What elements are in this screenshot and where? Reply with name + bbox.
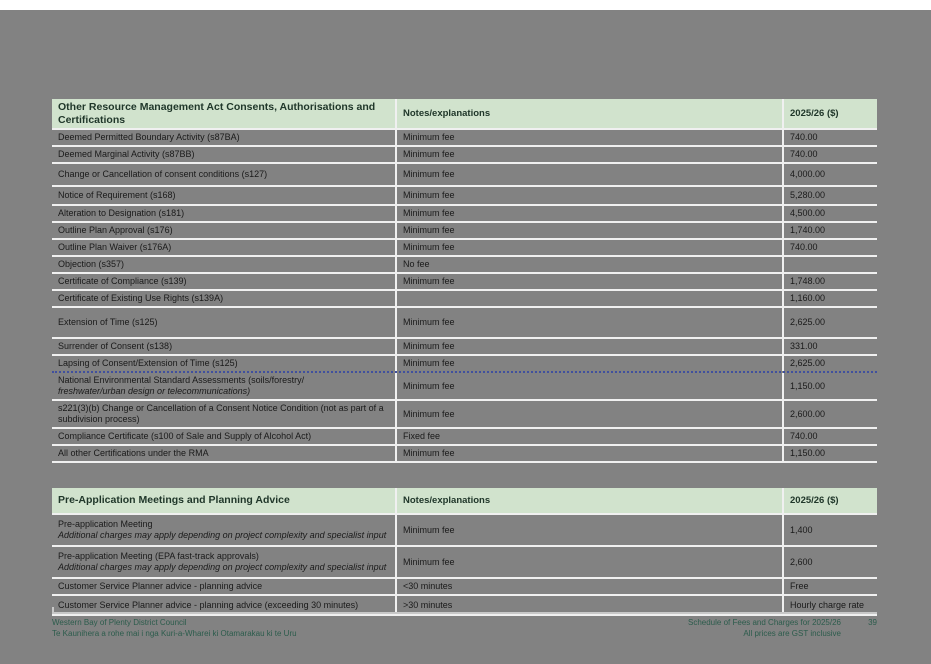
fee-cell: Hourly charge rate: [782, 596, 877, 614]
table-header-row: [52, 99, 877, 130]
fee-cell: 2,625.00: [782, 356, 877, 371]
table-row: [52, 187, 877, 206]
fee-cell: 5,280.00: [782, 187, 877, 204]
item-text: Customer Service Planner advice - planning advice: [58, 581, 263, 591]
fee-cell: Free: [782, 579, 877, 594]
notes-cell: Minimum fee: [395, 147, 782, 162]
item-subtext: Additional charges may apply depending on project complexity and specialist input: [58, 562, 387, 572]
item-cell: [52, 257, 395, 272]
item-cell: [52, 274, 395, 289]
notes-cell: Minimum fee: [395, 223, 782, 238]
notes-cell: Minimum fee: [395, 206, 782, 221]
item-cell: [52, 547, 395, 577]
table-row: [52, 206, 877, 223]
footer-rule: [52, 612, 877, 614]
fee-cell: [782, 257, 877, 272]
footer-gst-note: All prices are GST inclusive: [743, 628, 841, 638]
notes-cell: Minimum fee: [395, 515, 782, 545]
item-text: Pre-application Meeting: [58, 519, 153, 529]
footer-council-block: [52, 618, 297, 639]
notes-cell: Minimum fee: [395, 274, 782, 289]
table-other-rma-consents: [52, 99, 877, 463]
notes-cell: Minimum fee: [395, 547, 782, 577]
item-cell: [52, 240, 395, 255]
table-row: [52, 274, 877, 291]
table-row: [52, 579, 877, 596]
top-strip: [0, 0, 931, 10]
table-pre-application-meetings: [52, 488, 877, 616]
fee-cell: 740.00: [782, 147, 877, 162]
table-title: Pre-Application Meetings and Planning Advice: [58, 494, 290, 507]
notes-cell: No fee: [395, 257, 782, 272]
footer-council-name: Western Bay of Plenty District Council: [52, 618, 187, 627]
notes-column-header: Notes/explanations: [395, 99, 782, 128]
item-text: Pre-application Meeting (EPA fast-track approvals): [58, 551, 259, 561]
notes-cell: [395, 291, 782, 306]
table-row: [52, 291, 877, 308]
table-title: Other Resource Management Act Consents, Authorisations and Certifications: [58, 101, 376, 126]
item-cell: [52, 308, 395, 337]
footer-tick-mark: [52, 607, 54, 612]
item-cell: [52, 164, 395, 185]
fee-cell: 2,625.00: [782, 308, 877, 337]
item-text: Compliance Certificate (s100 of Sale and Supply of Alcohol Act): [58, 431, 312, 441]
item-cell: [52, 373, 395, 399]
page-content: [52, 99, 877, 616]
item-cell: [52, 206, 395, 221]
item-cell: [52, 356, 395, 371]
notes-cell: Minimum fee: [395, 339, 782, 354]
notes-cell: Minimum fee: [395, 401, 782, 427]
item-text: Certificate of Compliance (s139): [58, 276, 187, 286]
fee-cell: 1,150.00: [782, 446, 877, 461]
item-text: Deemed Marginal Activity (s87BB): [58, 149, 195, 159]
item-cell: [52, 147, 395, 162]
item-cell: [52, 223, 395, 238]
item-cell: [52, 291, 395, 306]
page-number: 39: [868, 618, 877, 627]
fee-column-header: 2025/26 ($): [782, 488, 877, 513]
table-row: [52, 257, 877, 274]
table-row: [52, 515, 877, 547]
footer-council-maori-name: Te Kaunihera a rohe mai i nga Kuri-a-Wharei ki Otamarakau ki te Uru: [52, 628, 297, 638]
item-cell: [52, 579, 395, 594]
item-text: Extension of Time (s125): [58, 317, 158, 327]
fee-cell: 2,600.00: [782, 401, 877, 427]
notes-cell: Fixed fee: [395, 429, 782, 444]
item-text: s221(3)(b) Change or Cancellation of a Consent Notice Condition (not as part of a subdivision process): [58, 403, 384, 424]
item-text: Customer Service Planner advice - planning advice (exceeding 30 minutes): [58, 599, 359, 610]
table-row: [52, 429, 877, 446]
table-row: [52, 446, 877, 463]
item-text: Outline Plan Approval (s176): [58, 225, 173, 235]
notes-column-header: Notes/explanations: [395, 488, 782, 513]
notes-cell: Minimum fee: [395, 187, 782, 204]
fee-cell: 1,748.00: [782, 274, 877, 289]
table-row: [52, 130, 877, 147]
table-row: [52, 223, 877, 240]
item-text: Certificate of Existing Use Rights (s139A): [58, 293, 224, 303]
item-text: Outline Plan Waiver (s176A): [58, 242, 172, 252]
notes-cell: >30 minutes: [395, 596, 782, 614]
fee-cell: 740.00: [782, 130, 877, 145]
page-footer: [52, 612, 877, 639]
fee-cell: 4,500.00: [782, 206, 877, 221]
fee-cell: 1,160.00: [782, 291, 877, 306]
footer-document-title: Schedule of Fees and Charges for 2025/26: [688, 618, 841, 627]
notes-cell: Minimum fee: [395, 130, 782, 145]
item-text: Lapsing of Consent/Extension of Time (s125): [58, 358, 238, 368]
table-row: [52, 147, 877, 164]
fee-cell: 1,400: [782, 515, 877, 545]
fee-column-header: 2025/26 ($): [782, 99, 877, 128]
item-cell: [52, 130, 395, 145]
table-row: [52, 308, 877, 339]
notes-cell: Minimum fee: [395, 240, 782, 255]
fee-cell: 740.00: [782, 240, 877, 255]
notes-cell: Minimum fee: [395, 356, 782, 371]
item-cell: [52, 515, 395, 545]
table-row: [52, 339, 877, 356]
item-text: Objection (s357): [58, 259, 125, 269]
item-cell: [52, 339, 395, 354]
item-text: Alteration to Designation (s181): [58, 208, 185, 218]
fee-cell: 1,740.00: [782, 223, 877, 238]
fee-cell: 1,150.00: [782, 373, 877, 399]
table-row: [52, 547, 877, 579]
table-header-row: [52, 488, 877, 515]
item-cell: [52, 446, 395, 461]
table-row: [52, 401, 877, 429]
table-row: [52, 373, 877, 401]
item-text: Deemed Permitted Boundary Activity (s87BA): [58, 132, 240, 142]
item-text: All other Certifications under the RMA: [58, 448, 209, 458]
item-cell: [52, 187, 395, 204]
fee-cell: 2,600: [782, 547, 877, 577]
fee-cell: 740.00: [782, 429, 877, 444]
notes-cell: Minimum fee: [395, 308, 782, 337]
footer-document-block: [688, 618, 841, 639]
table-row: [52, 164, 877, 187]
notes-cell: Minimum fee: [395, 446, 782, 461]
fee-cell: 331.00: [782, 339, 877, 354]
table-row: [52, 240, 877, 257]
fee-cell: 4,000.00: [782, 164, 877, 185]
notes-cell: <30 minutes: [395, 579, 782, 594]
item-text: Surrender of Consent (s138): [58, 341, 173, 351]
item-text: National Environmental Standard Assessments (soils/forestry/: [58, 375, 305, 385]
item-subtext: freshwater/urban design or telecommunications): [58, 386, 251, 396]
item-text: Change or Cancellation of consent conditions (s127): [58, 169, 268, 179]
item-cell: [52, 429, 395, 444]
notes-cell: Minimum fee: [395, 373, 782, 399]
item-cell: [52, 401, 395, 427]
item-subtext: Additional charges may apply depending on project complexity and specialist input: [58, 530, 387, 540]
notes-cell: Minimum fee: [395, 164, 782, 185]
item-text: Notice of Requirement (s168): [58, 190, 176, 200]
table-row: [52, 356, 877, 373]
